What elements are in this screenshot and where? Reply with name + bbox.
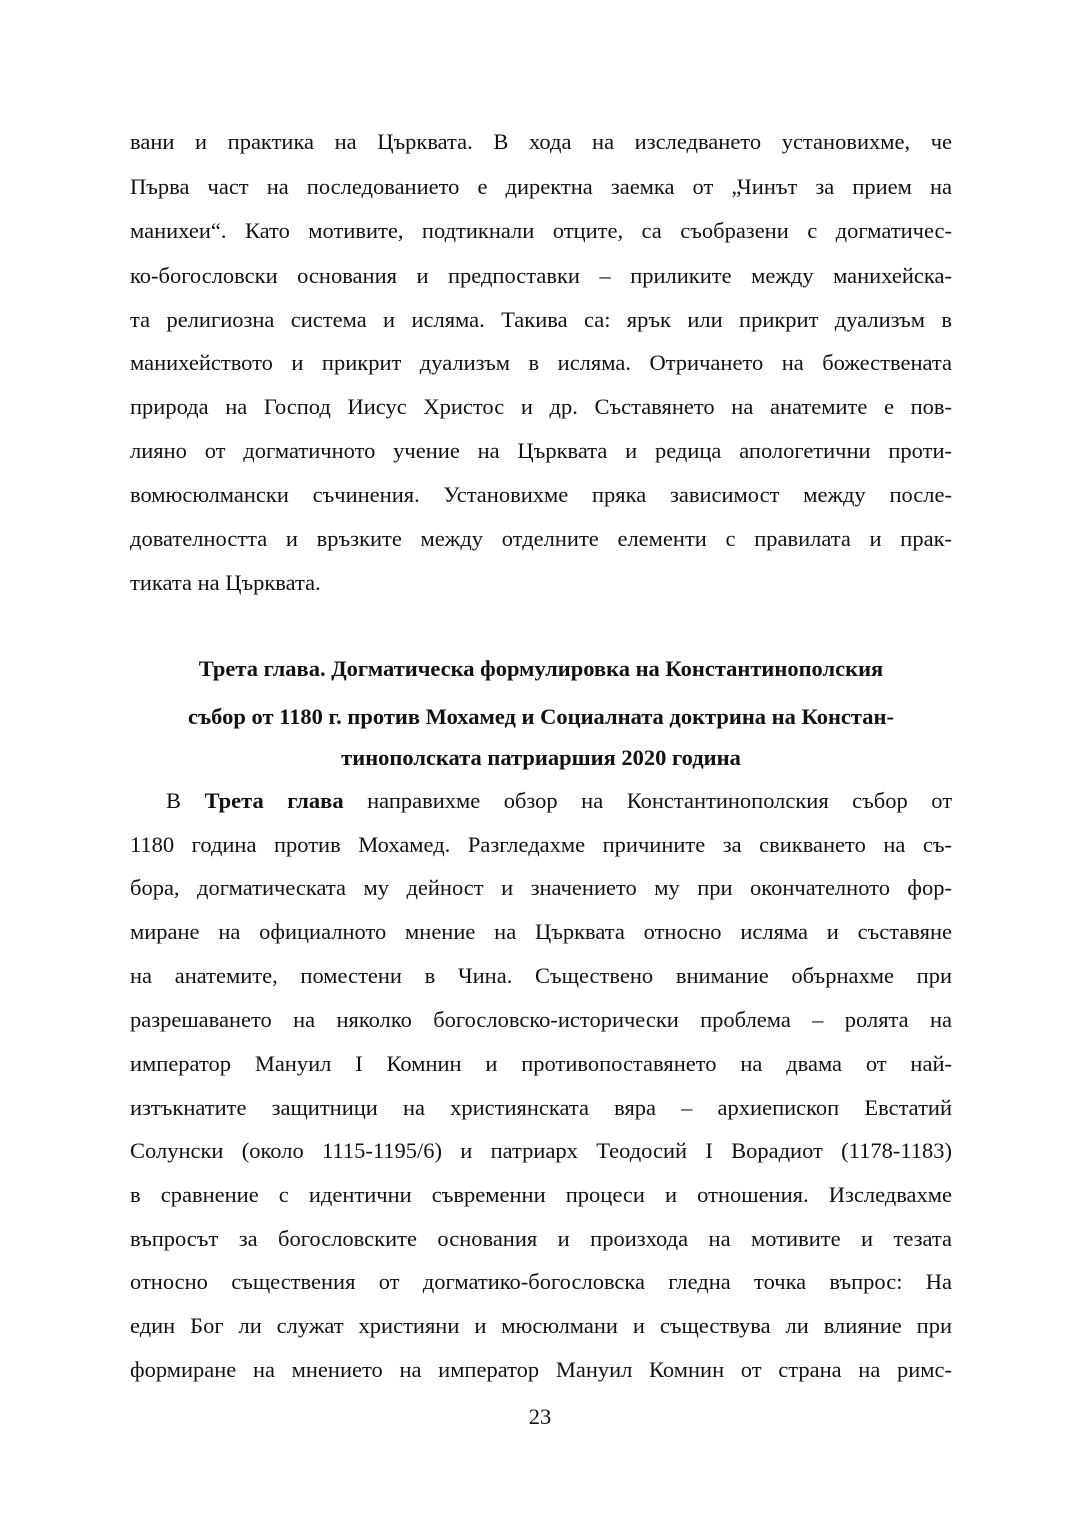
first-line-rest: направихме обзор на Константинополския събор от (367, 788, 953, 813)
paragraph-prefix: В (166, 788, 182, 813)
text-line: лияно от догматичното учение на Църквата и редица апологетични проти- (130, 438, 952, 463)
text-line: на анатемите, поместени в Чина. Съществено внимание обърнахме при (130, 963, 952, 988)
page-number: 23 (528, 1404, 552, 1429)
text-line: формиране на мнението на император Мануил Комнин от страна на римс- (130, 1357, 952, 1382)
text-line: относно съществения от догматико-богословска гледна точка въпрос: На (130, 1269, 952, 1294)
text-line: природа на Господ Иисус Христос и др. Съставянето на анатемите е пов- (130, 394, 952, 419)
heading-line: тинополската патриаршия 2020 година (341, 745, 741, 770)
text-line: вомюсюлмански съчинения. Установихме пряка зависимост между после- (130, 482, 952, 507)
text-line: Първа част на последованието е директна заемка от „Чинът за прием на (130, 174, 952, 199)
heading-line: събор от 1180 г. против Мохамед и Социалната доктрина на Констан- (188, 704, 894, 729)
text-line-first (166, 786, 952, 816)
text-line: изтъкнатите защитници на християнската вяра – архиепископ Евстатий (130, 1095, 952, 1120)
text-line: един Бог ли служат християни и мюсюлмани и съществува ли влияние при (130, 1313, 952, 1338)
bold-chapter-reference: Трета глава (204, 788, 344, 813)
text-line: миране на официалното мнение на Църквата относно исляма и съставяне (130, 919, 952, 944)
text-line: разрешаването на няколко богословско-исторически проблема – ролята на (130, 1007, 952, 1032)
text-line: в сравнение с идентични съвременни процеси и отношения. Изследвахме (130, 1182, 952, 1207)
text-line: вани и практика на Църквата. В хода на изследването установихме, че (130, 129, 952, 154)
text-line: Солунски (около 1115-1195/6) и патриарх Теодосий I Ворадиот (1178-1183) (130, 1138, 952, 1163)
text-line: 1180 година против Мохамед. Разгледахме причините за свикването на съ- (130, 832, 952, 857)
text-line: въпросът за богословските основания и произхода на мотивите и тезата (130, 1226, 952, 1251)
text-line: манихеи“. Като мотивите, подтикнали отците, са съобразени с догматичес- (130, 218, 952, 243)
text-line: манихейството и прикрит дуализъм в исляма. Отричането на божествената (130, 350, 952, 375)
text-line: император Мануил I Комнин и противопоставянето на двама от най- (130, 1051, 952, 1076)
text-line: бора, догматическата му дейност и значението му при окончателното фор- (130, 875, 952, 900)
text-line: та религиозна система и исляма. Такива са: ярък или прикрит дуализъм в (130, 307, 952, 332)
text-line: тиката на Църквата. (130, 570, 321, 595)
text-line: дователността и връзките между отделните елементи с правилата и прак- (130, 526, 952, 551)
text-line: ко-богословски основания и предпоставки – приликите между манихейска- (130, 263, 952, 288)
heading-line: Трета глава. Догматическа формулировка на Константинополския (198, 656, 884, 681)
